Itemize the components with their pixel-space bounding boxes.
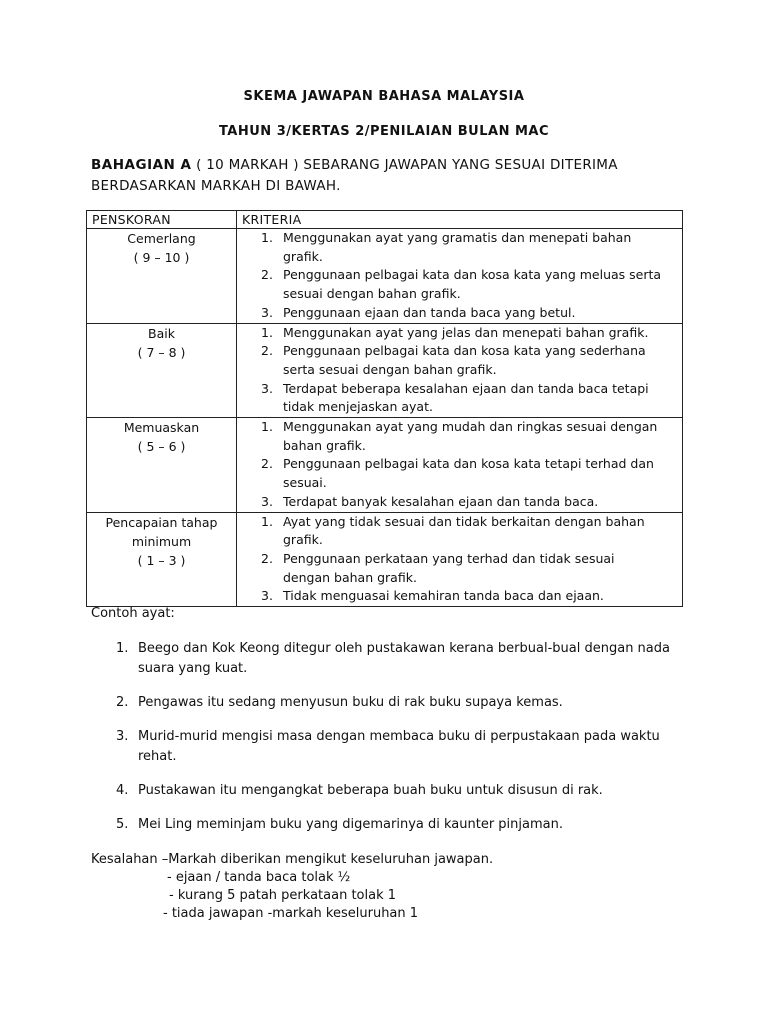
table-row <box>87 323 683 418</box>
example-text: suara yang kuat. <box>138 661 248 676</box>
list-item <box>110 815 670 835</box>
note-item: - ejaan / tanda baca tolak ½ <box>167 870 351 885</box>
note-item: - tiada jawapan -markah keseluruhan 1 <box>163 906 419 921</box>
example-text: Beego dan Kok Keong ditegur oleh pustakawan kerana berbual-bual dengan nada <box>138 641 670 656</box>
score-level-text: Pencapaian tahap <box>105 514 218 530</box>
example-number: 2. <box>116 695 129 710</box>
criteria-number: 2. <box>261 267 273 283</box>
criteria-text: Menggunakan ayat yang gramatis dan menepati bahan <box>283 230 632 245</box>
example-number: 5. <box>116 817 129 832</box>
document-title: SKEMA JAWAPAN BAHASA MALAYSIA <box>243 89 525 104</box>
criteria-item <box>237 342 682 379</box>
criteria-item <box>237 513 682 550</box>
table-header-row <box>87 211 683 229</box>
score-level-text: ( 5 – 6 ) <box>137 439 186 455</box>
scoring-table <box>86 210 683 607</box>
score-level-text: Memuaskan <box>123 420 200 436</box>
score-level-text: ( 9 – 10 ) <box>133 250 190 265</box>
table-row <box>87 512 683 607</box>
score-level-text: Baik <box>148 325 175 341</box>
note-item: - kurang 5 patah perkataan tolak 1 <box>169 888 397 903</box>
example-text: Pustakawan itu mengangkat beberapa buah buku untuk disusun di rak. <box>138 783 603 798</box>
criteria-text: bahan grafik. <box>283 437 366 453</box>
examples-heading: Contoh ayat: <box>91 606 175 621</box>
header-kriteria: KRITERIA <box>237 211 683 229</box>
score-level-cell <box>87 229 237 324</box>
criteria-text: grafik. <box>283 248 323 264</box>
criteria-number: 1. <box>261 230 273 245</box>
examples-list <box>110 639 670 835</box>
criteria-number: 1. <box>261 324 273 340</box>
criteria-item <box>237 418 682 455</box>
criteria-text: grafik. <box>283 532 323 548</box>
criteria-item <box>237 587 682 606</box>
criteria-text: sesuai dengan bahan grafik. <box>283 286 461 302</box>
criteria-item <box>237 455 682 492</box>
list-item <box>110 693 670 713</box>
score-level-cell <box>87 418 237 513</box>
criteria-text: Tidak menguasai kemahiran tanda baca dan ejaan. <box>283 588 604 604</box>
score-level-text: ( 1 – 3 ) <box>137 552 186 568</box>
criteria-number: 2. <box>261 343 273 359</box>
criteria-text: Menggunakan ayat yang mudah dan ringkas sesuai dengan <box>283 419 658 435</box>
criteria-item <box>237 266 682 303</box>
criteria-item <box>237 380 682 417</box>
section-intro-line1: ( 10 MARKAH ) SEBARANG JAWAPAN YANG SESUAI DITERIMA <box>191 157 618 173</box>
criteria-item <box>237 550 682 587</box>
criteria-text: tidak menjejaskan ayat. <box>283 399 433 415</box>
example-number: 1. <box>116 641 129 656</box>
example-text: rehat. <box>138 749 177 764</box>
criteria-text: Terdapat beberapa kesalahan ejaan dan tanda baca tetapi <box>283 380 649 396</box>
criteria-number: 3. <box>261 380 273 396</box>
criteria-cell <box>237 418 683 513</box>
criteria-item <box>237 229 682 266</box>
criteria-item <box>237 493 682 512</box>
criteria-number: 2. <box>261 456 273 472</box>
score-level-text: ( 7 – 8 ) <box>137 344 186 360</box>
notes-heading: Kesalahan –Markah diberikan mengikut keseluruhan jawapan. <box>91 852 494 867</box>
score-level-text: Cemerlang <box>127 231 196 246</box>
section-intro-line2: BERDASARKAN MARKAH DI BAWAH. <box>91 178 341 194</box>
criteria-item <box>237 304 682 323</box>
criteria-cell <box>237 229 683 324</box>
criteria-item <box>237 324 682 343</box>
criteria-text: Penggunaan pelbagai kata dan kosa kata yang meluas serta <box>283 267 662 283</box>
table-row <box>87 229 683 324</box>
example-text: Murid-murid mengisi masa dengan membaca buku di perpustakaan pada waktu <box>138 729 660 744</box>
criteria-text: Menggunakan ayat yang jelas dan menepati bahan grafik. <box>283 324 649 340</box>
section-label: BAHAGIAN A <box>91 157 192 173</box>
section-intro <box>91 155 691 197</box>
example-number: 3. <box>116 729 129 744</box>
document-subtitle: TAHUN 3/KERTAS 2/PENILAIAN BULAN MAC <box>218 124 550 139</box>
criteria-cell <box>237 323 683 418</box>
list-item <box>110 639 670 679</box>
criteria-cell <box>237 512 683 607</box>
criteria-text: Terdapat banyak kesalahan ejaan dan tanda baca. <box>283 493 599 509</box>
criteria-number: 3. <box>261 493 273 509</box>
criteria-text: Penggunaan pelbagai kata dan kosa kata yang sederhana <box>283 343 646 359</box>
score-level-text: minimum <box>131 533 192 549</box>
criteria-text: dengan bahan grafik. <box>283 569 417 585</box>
example-number: 4. <box>116 783 129 798</box>
criteria-number: 1. <box>261 513 273 529</box>
criteria-number: 2. <box>261 550 273 566</box>
criteria-number: 1. <box>261 419 273 435</box>
criteria-number: 3. <box>261 304 273 320</box>
score-level-cell <box>87 323 237 418</box>
list-item <box>110 727 670 767</box>
criteria-text: Penggunaan perkataan yang terhad dan tidak sesuai <box>283 550 615 566</box>
criteria-text: Penggunaan ejaan dan tanda baca yang betul. <box>283 304 576 320</box>
criteria-text: Ayat yang tidak sesuai dan tidak berkaitan dengan bahan <box>283 513 645 529</box>
example-text: Pengawas itu sedang menyusun buku di rak buku supaya kemas. <box>138 695 563 710</box>
table-row <box>87 418 683 513</box>
criteria-text: serta sesuai dengan bahan grafik. <box>283 361 497 377</box>
score-level-cell <box>87 512 237 607</box>
criteria-text: Penggunaan pelbagai kata dan kosa kata tetapi terhad dan <box>283 456 654 472</box>
example-text: Mei Ling meminjam buku yang digemarinya di kaunter pinjaman. <box>138 817 563 832</box>
criteria-text: sesuai. <box>283 475 327 491</box>
list-item <box>110 781 670 801</box>
header-penskoran: PENSKORAN <box>87 211 237 229</box>
criteria-number: 3. <box>261 588 273 604</box>
